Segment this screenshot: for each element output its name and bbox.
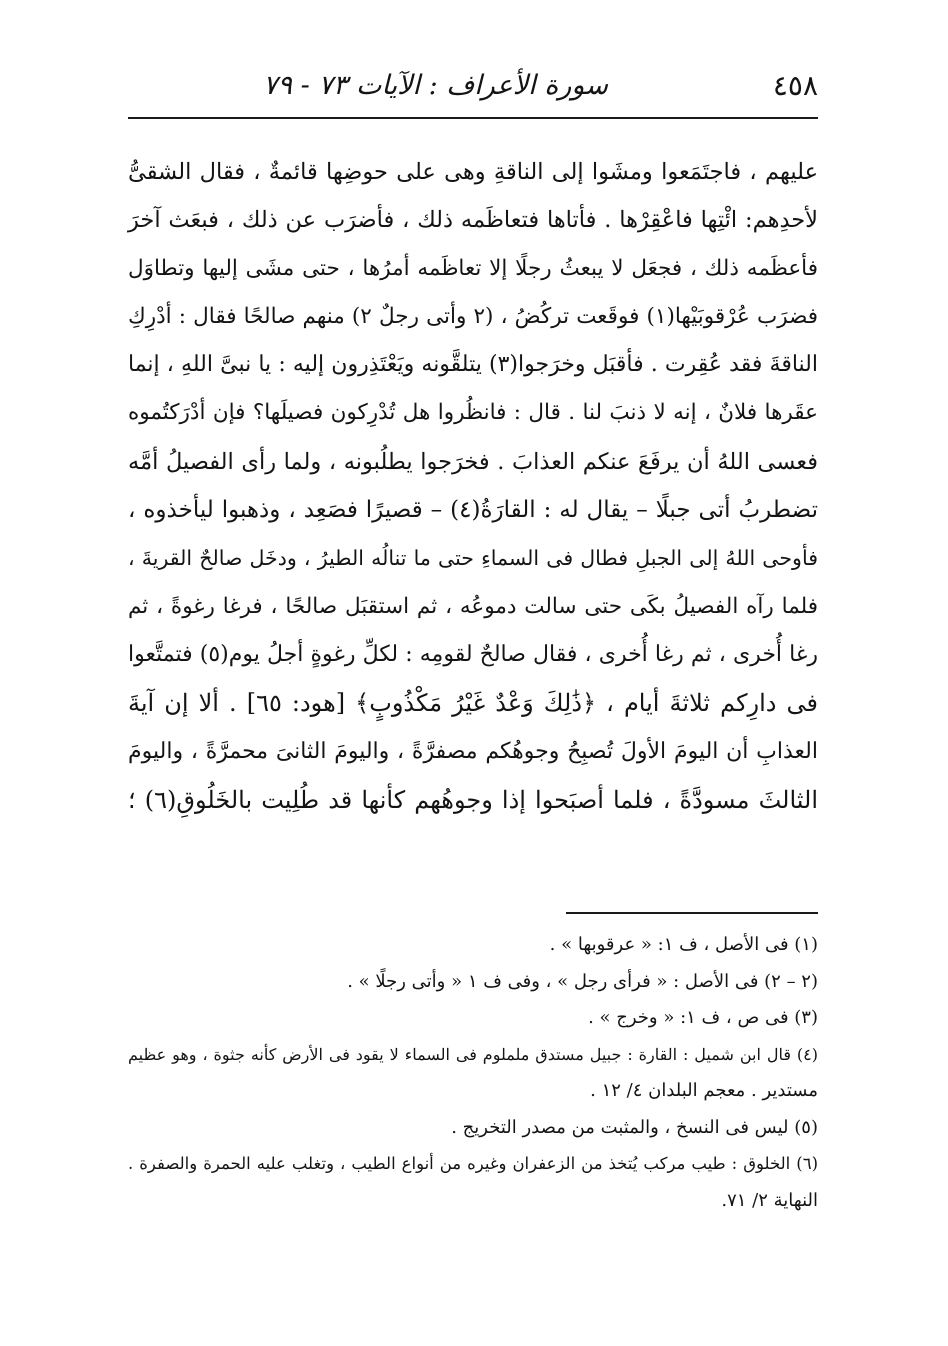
main-text (128, 148, 818, 824)
footnote-line: (٤) قال ابن شميل : القارة : جبيل مستدق ململوم فى السماء لا يقود فى الأرض كأنه جثوة ، وهو عظيم (128, 1044, 818, 1064)
text-line: تضطربُ أتى جبلًا – يقال له : القارَةُ(٤) – قصيرًا فصَعِد ، وذهبوا ليأخذوه ، (128, 497, 818, 524)
text-line: عليهم ، فاجتَمَعوا ومشَوا إلى الناقةِ وهى على حوضِها قائمةٌ ، فقال الشقىُّ (128, 159, 818, 185)
text-line: فلما رآه الفصيلُ بكَى حتى سالت دموعُه ، ثم استقبَل صالحًا ، فرغا رغوةً ، ثم (128, 593, 818, 619)
text-line: رغا أُخرى ، ثم رغا أُخرى ، فقال صالحٌ لقومِه : لكلِّ رغوةٍ أجلُ يوم(٥) فتمتَّعوا (128, 641, 818, 667)
text-line: العذابِ أن اليومَ الأولَ تُصبِحُ وجوهُكم مصفرَّةً ، واليومَ الثانىَ محمرَّةً ، واليومَ (128, 738, 818, 764)
footnote-line: (١) فى الأصل ، ف ١: « عرقوبها » . (549, 934, 818, 955)
text-line: الثالثَ مسودَّةً ، فلما أصبَحوا إذا وجوهُهم كأنها قد طُلِيت بالخَلُوقِ(٦) ؛ (128, 785, 818, 814)
page-header (128, 66, 818, 106)
footnote-line: (٦) الخلوق : طيب مركب يُتخذ من الزعفران وغيره من أنواع الطيب ، وتغلب عليه الحمرة والصفرة . (128, 1154, 818, 1173)
footnote-line: (٥) ليس فى النسخ ، والمثبت من مصدر التخريج . (451, 1116, 818, 1138)
text-line: فأوحى اللهُ إلى الجبلِ فطال فى السماءِ حتى ما تنالُه الطيرُ ، ودخَل صالحٌ القريةَ ، (128, 546, 818, 571)
footnote-line: (٣) فى ص ، ف ١: « وخرج » . (588, 1007, 818, 1028)
text-line: عقَرها فلانٌ ، إنه لا ذنبَ لنا . قال : فانظُروا هل تُدْرِكون فصيلَها؟ فإن أدْرَكتُموه (128, 400, 818, 426)
footnote-line: النهاية ٢/ ٧١. (721, 1189, 818, 1211)
running-head: سورة الأعراف : الآيات ٧٣ - ٧٩ (263, 70, 608, 101)
text-line: الناقةَ فقد عُقِرت . فأقبَل وخرَجوا(٣) يتلقَّونه ويَعْتَذِرون إليه : يا نبىَّ اللهِ ، إنما (128, 352, 818, 378)
footnote-line: مستدير . معجم البلدان ٤/ ١٢ . (590, 1080, 818, 1101)
text-line: لأحدِهم: ائْتِها فاعْقِرْها . فأتاها فتعاظَمه ذلك ، فأضرَب عن ذلك ، فبعَث آخرَ (128, 207, 818, 234)
text-line: فى دارِكم ثلاثةَ أيام ، ﴿ذَٰلِكَ وَعْدٌ غَيْرُ مَكْذُوبٍ﴾ [هود: ٦٥] . ألا إن آيةَ (128, 689, 818, 718)
header-rule (128, 117, 818, 119)
footnote-line: (٢ – ٢) فى الأصل : « فرأى رجل » ، وفى ف ١ « وأتى رجلًا » . (347, 970, 818, 992)
text-line: فعسى اللهُ أن يرفَعَ عنكم العذابَ . فخرَجوا يطلُبونه ، ولما رأى الفصيلُ أمَّه (128, 448, 818, 475)
page-number: ٤٥٨ (772, 69, 818, 102)
footnote-separator (566, 912, 818, 914)
footnotes (128, 927, 818, 1219)
text-line: فأعظَمه ذلك ، فجعَل لا يبعثُ رجلًا إلا تعاظَمه أمرُها ، حتى مشَى إليها وتطاوَل (128, 255, 818, 281)
text-line: فضرَب عُرْقوبَيْها(١) فوقَعت تركُضُ ، (٢ وأتى رجلٌ ٢) منهم صالحًا فقال : أدْرِكِ (128, 303, 818, 329)
